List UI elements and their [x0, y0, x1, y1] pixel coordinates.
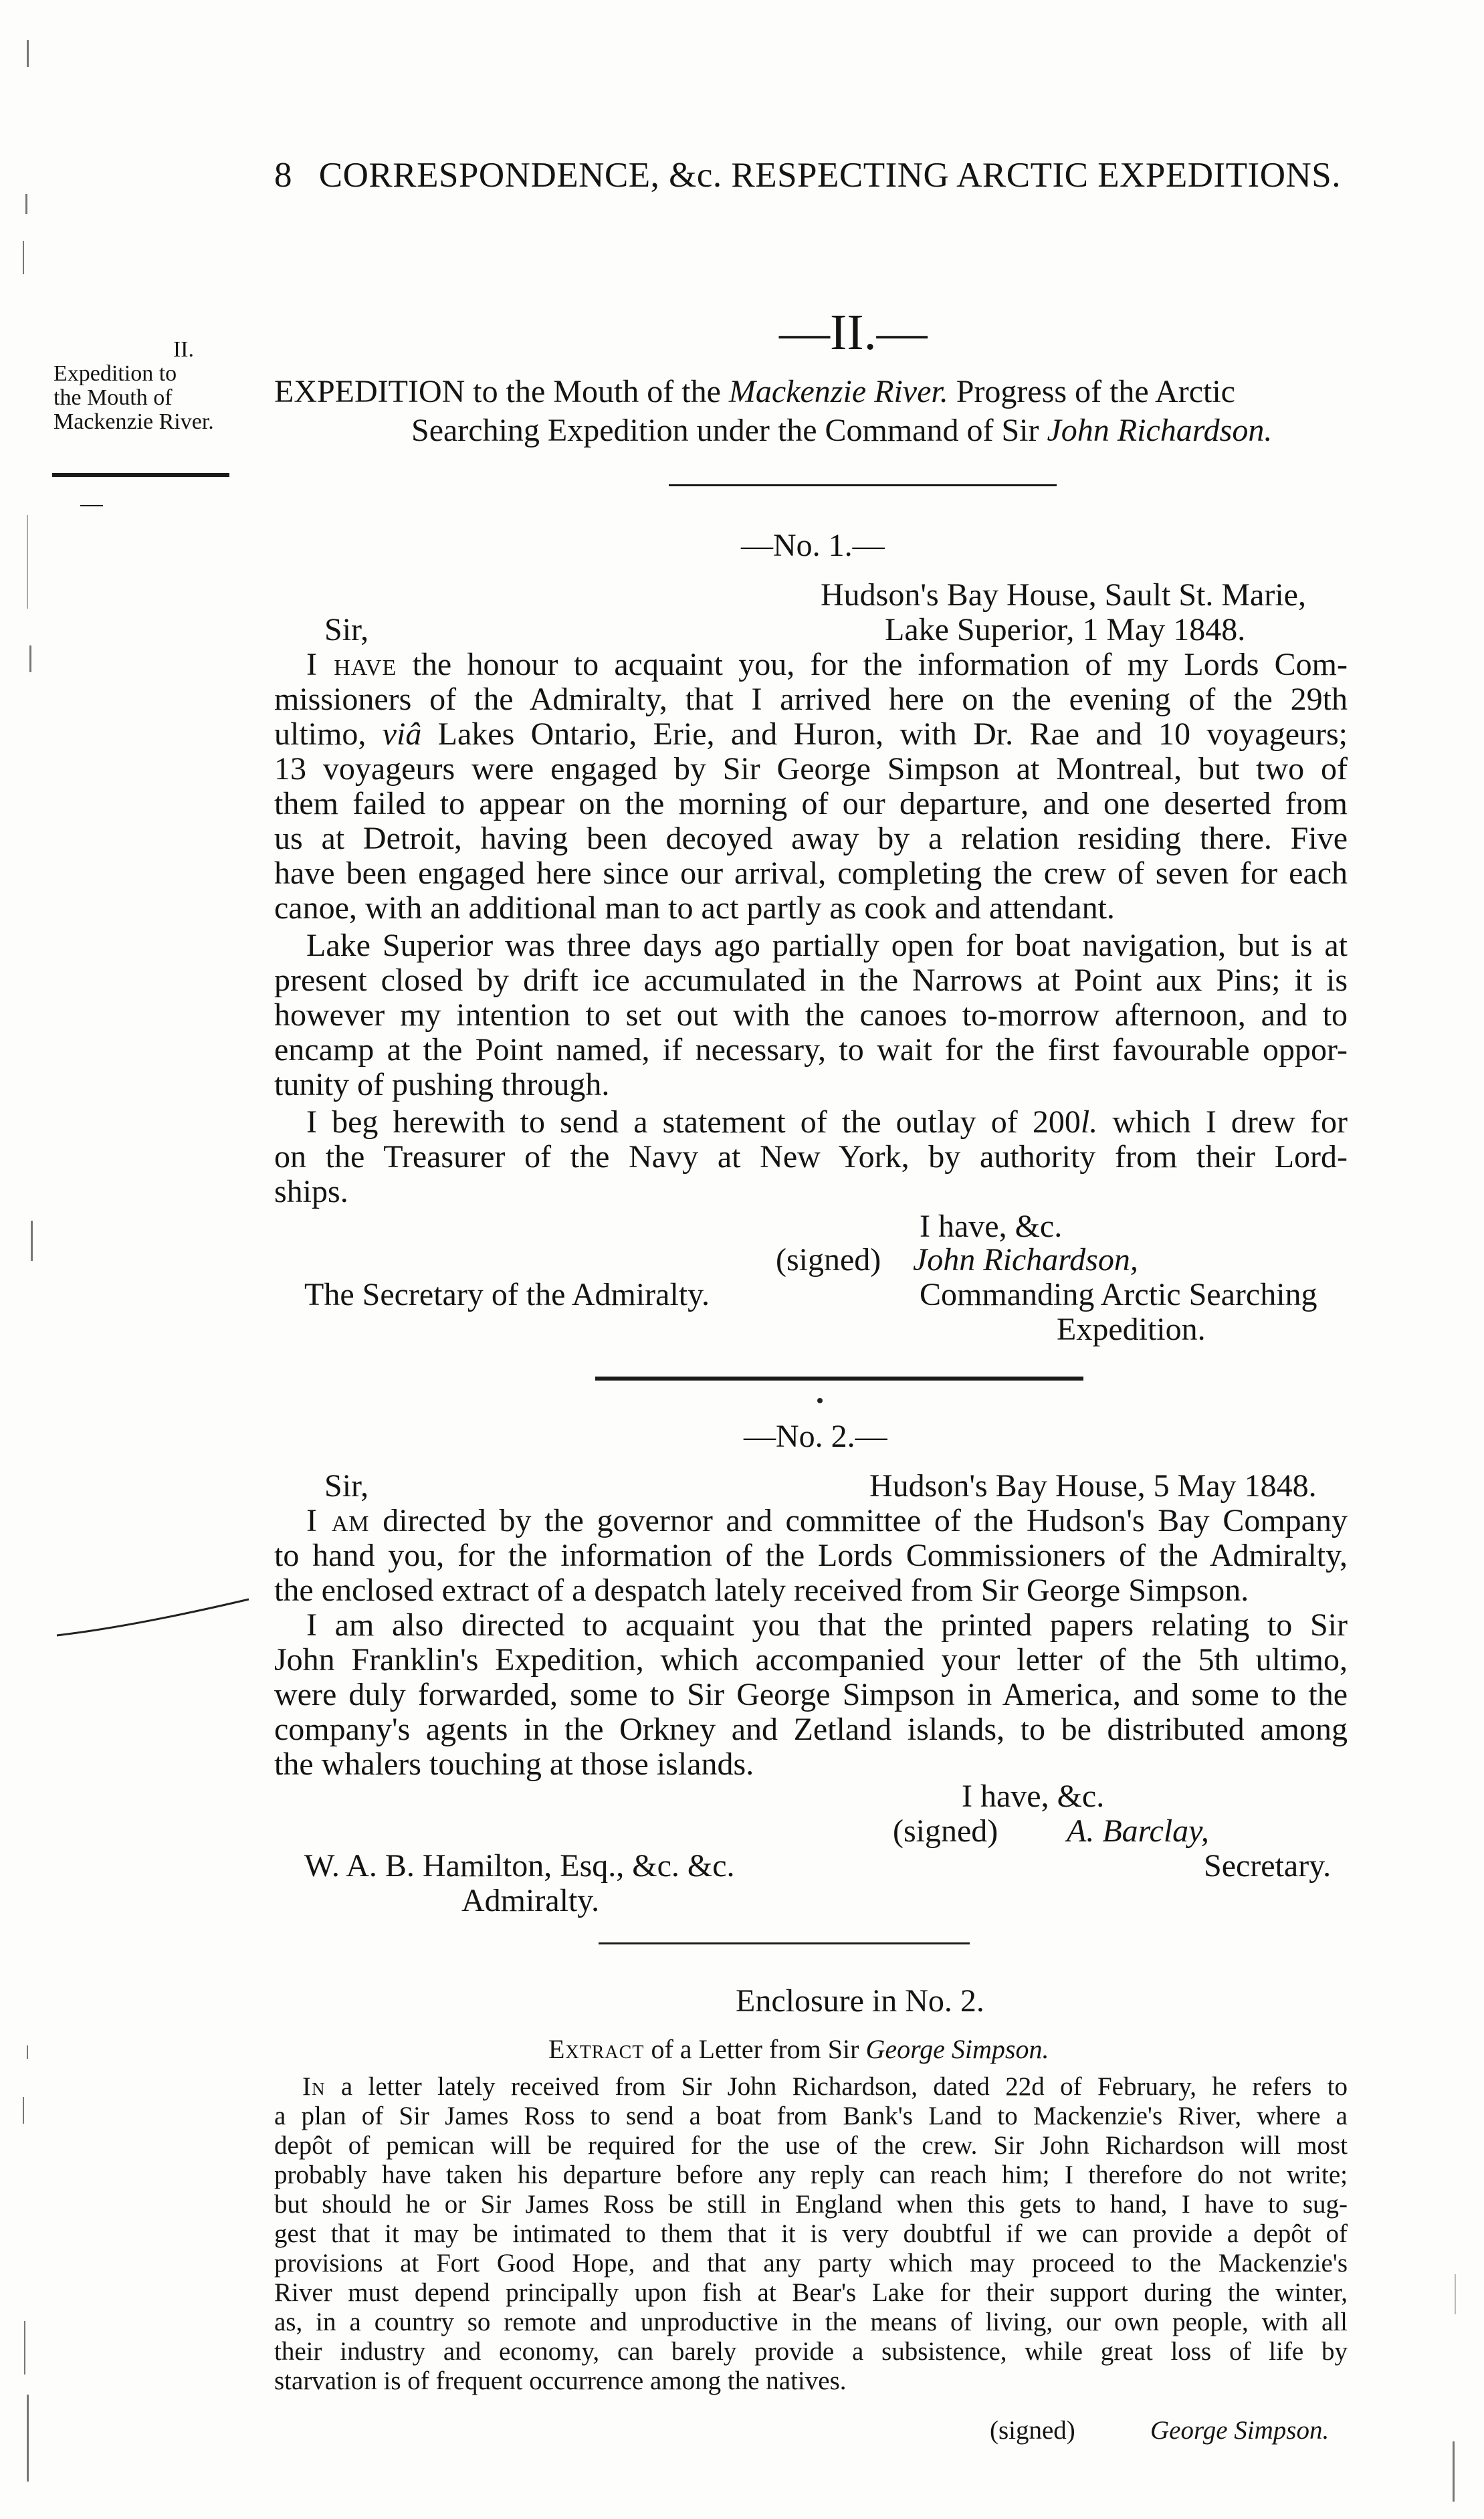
text-line: In a letter lately received from Sir John Richardson, dated 22d of February, he refers to	[302, 2072, 1348, 2101]
letter1-closing: I have, &c.	[920, 1209, 1063, 1244]
page-number: 8	[274, 156, 292, 195]
text-line: Lake Superior was three days ago partially open for boat navigation, but is at	[306, 928, 1348, 963]
letter2-paragraph-2	[274, 1608, 1348, 1782]
text-line: ultimo, viâ Lakes Ontario, Erie, and Huron, with Dr. Rae and 10 voyageurs;	[274, 716, 1348, 752]
text-line: have been engaged here since our arrival, completing the crew of seven for each	[274, 855, 1348, 891]
enclosure-rule	[599, 1942, 970, 1944]
text-line: gest that it may be intimated to them that it is very doubtful if we can provide a depôt of	[274, 2219, 1348, 2248]
text-line: however my intention to set out with the canoes to-morrow afternoon, and to	[274, 997, 1348, 1033]
text-line: as, in a country so remote and unproductive in the means of living, our own people, with all	[274, 2308, 1348, 2336]
text-line: missioners of the Admiralty, that I arrived here on the evening of the 29th	[274, 682, 1348, 717]
margin-note	[40, 338, 254, 434]
margin-note-line: Mackenzie River.	[54, 409, 214, 434]
text-line: encamp at the Point named, if necessary, to wait for the first favourable oppor-	[274, 1032, 1348, 1068]
letter1-paragraph-1	[274, 647, 1348, 926]
margin-rule	[52, 473, 229, 477]
text-line: on the Treasurer of the Navy at New York, by authority from their Lord-	[274, 1139, 1348, 1175]
text-line: 13 voyageurs were engaged by Sir George Simpson at Montreal, but two of	[274, 751, 1348, 787]
text-line: I am also directed to acquaint you that the printed papers relating to Sir	[306, 1607, 1348, 1643]
letter2-addressee-2: Admiralty.	[461, 1883, 600, 1918]
letter2-signer-title: Secretary.	[1204, 1848, 1332, 1884]
scan-mark	[27, 515, 28, 609]
margin-note-numeral: II.	[173, 337, 194, 362]
letter1-number: —No. 1.—	[741, 528, 885, 563]
margin-mark	[80, 505, 103, 506]
letter2-number: —No. 2.—	[744, 1419, 887, 1454]
text-line: probably have taken his departure before any reply can reach him; I therefore do not write;	[274, 2160, 1348, 2189]
text-line: John Franklin's Expedition, which accompanied your letter of the 5th ultimo,	[274, 1642, 1348, 1678]
letter1-salutation: Sir,	[324, 612, 369, 647]
letter2-signed: (signed)	[893, 1813, 998, 1849]
letter1-addressee: The Secretary of the Admiralty.	[304, 1277, 710, 1312]
text-line: starvation is of frequent occurrence among the natives.	[274, 2366, 847, 2395]
section-title-line-1: EXPEDITION to the Mouth of the Mackenzie River. Progress of the Arctic	[274, 374, 1235, 409]
text-line: I am directed by the governor and committee of the Hudson's Bay Company	[306, 1503, 1348, 1538]
letter2-addressee: W. A. B. Hamilton, Esq., &c. &c.	[304, 1848, 735, 1884]
text-line: I beg herewith to send a statement of the outlay of 200l. which I drew for	[306, 1104, 1348, 1140]
pencil-annotation-line	[54, 1595, 254, 1642]
text-line: were duly forwarded, some to Sir George Simpson in America, and some to the	[274, 1677, 1348, 1712]
running-title: CORRESPONDENCE, &c. RESPECTING ARCTIC EXPEDITIONS.	[318, 156, 1341, 195]
text-line: their industry and economy, can barely provide a subsistence, while great loss of life by	[274, 2337, 1348, 2366]
letter1-signer: John Richardson,	[913, 1242, 1138, 1278]
text-line: them failed to appear on the morning of our departure, and one deserted from	[274, 786, 1348, 821]
text-line: ships.	[274, 1174, 348, 1209]
text-line: the whalers touching at those islands.	[274, 1746, 754, 1782]
text-line: present closed by drift ice accumulated in the Narrows at Point aux Pins; it is	[274, 963, 1348, 998]
text-line: River must depend principally upon fish at Bear's Lake for their support during the winter,	[274, 2278, 1348, 2307]
text-line: canoe, with an additional man to act partly as cook and attendant.	[274, 890, 1115, 926]
enclosure-extract-title: Extract of a Letter from Sir George Simpson.	[548, 2034, 1049, 2064]
divider-dot	[817, 1398, 823, 1403]
letter1-paragraph-3	[274, 1105, 1348, 1209]
letter2-closing: I have, &c.	[962, 1779, 1105, 1814]
enclosure-signer: George Simpson.	[1150, 2416, 1330, 2445]
scan-mark	[31, 1221, 33, 1261]
scan-mark	[27, 2045, 28, 2059]
text-line: provisions at Fort Good Hope, and that any party which may proceed to the Mackenzie's	[274, 2249, 1348, 2278]
text-line: depôt of pemican will be required for the use of the crew. Sir John Richardson will most	[274, 2131, 1348, 2160]
margin-note-line: the Mouth of	[54, 385, 173, 410]
letter2-address: Hudson's Bay House, 5 May 1848.	[869, 1468, 1317, 1504]
scan-mark	[27, 2395, 29, 2482]
scan-mark	[25, 194, 27, 214]
letter1-signed: (signed)	[776, 1242, 881, 1278]
letter2-paragraph-1	[274, 1504, 1348, 1608]
enclosure-heading: Enclosure in No. 2.	[736, 1983, 984, 2019]
letter-divider-rule	[595, 1377, 1083, 1381]
section-title-line-2: Searching Expedition under the Command of Sir John Richardson.	[411, 413, 1273, 448]
letter1-address-1: Hudson's Bay House, Sault St. Marie,	[821, 577, 1306, 613]
text-line: a plan of Sir James Ross to send a boat from Bank's Land to Mackenzie's River, where a	[274, 2102, 1348, 2130]
letter1-signer-title-1: Commanding Arctic Searching	[920, 1277, 1317, 1312]
text-line: the enclosed extract of a despatch lately received from Sir George Simpson.	[274, 1573, 1249, 1608]
text-line: I have the honour to acquaint you, for the information of my Lords Com-	[306, 647, 1348, 682]
letter1-signer-title-2: Expedition.	[1057, 1312, 1206, 1347]
margin-note-line: Expedition to	[54, 361, 177, 386]
letter2-signer: A. Barclay,	[1067, 1813, 1209, 1849]
running-header	[274, 155, 1341, 195]
text-line: us at Detroit, having been decoyed away by a relation residing there. Five	[274, 821, 1348, 856]
scan-mark	[24, 2321, 25, 2375]
enclosure-extract-body	[274, 2072, 1348, 2396]
scan-mark	[1453, 2441, 1455, 2502]
letter1-paragraph-2	[274, 928, 1348, 1102]
text-line: to hand you, for the information of the Lords Commissioners of the Admiralty,	[274, 1538, 1348, 1573]
scan-mark	[1455, 2274, 1456, 2314]
text-line: company's agents in the Orkney and Zetland islands, to be distributed among	[274, 1712, 1348, 1747]
section-numeral: —II.—	[779, 304, 928, 361]
scan-mark	[23, 2097, 24, 2124]
scan-mark	[29, 645, 31, 672]
enclosure-signed: (signed)	[990, 2416, 1075, 2445]
scan-mark	[27, 40, 29, 67]
letter1-address-2: Lake Superior, 1 May 1848.	[885, 612, 1246, 647]
text-line: but should he or Sir James Ross be still in England when this gets to hand, I have to sug-	[274, 2190, 1348, 2219]
section-rule	[669, 484, 1057, 486]
scan-mark	[23, 241, 24, 274]
text-line: tunity of pushing through.	[274, 1067, 610, 1102]
letter2-salutation: Sir,	[324, 1468, 369, 1504]
